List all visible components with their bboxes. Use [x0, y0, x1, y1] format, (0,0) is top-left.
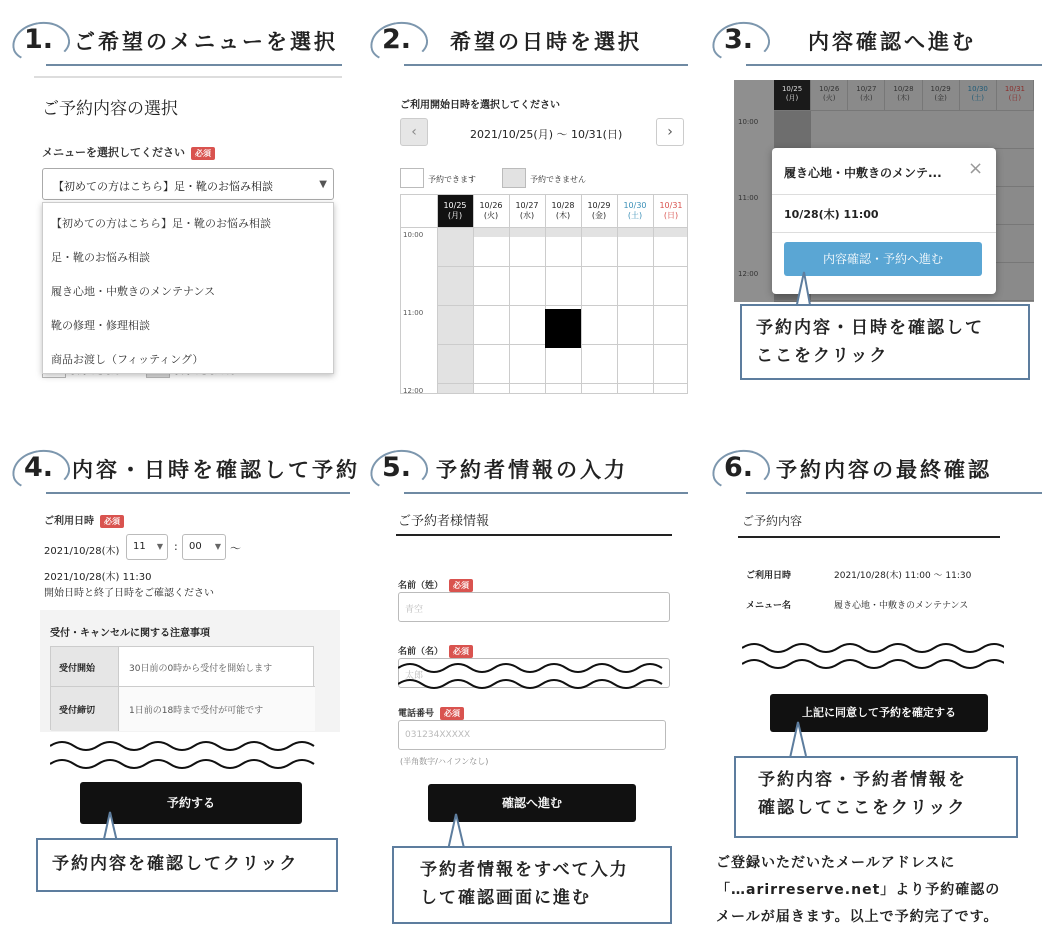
- menu-dropdown-list: [42, 202, 334, 374]
- section-heading: ご予約内容の選択: [42, 99, 178, 119]
- day-date: 10/30: [967, 85, 988, 93]
- step-title: 希望の日時を選択: [450, 30, 642, 54]
- row-line: [437, 383, 688, 384]
- summary-value: 2021/10/28(木) 11:00 〜 11:30: [834, 571, 972, 581]
- first-name-placeholder: 太郎: [405, 671, 424, 681]
- time-colon: :: [174, 540, 178, 553]
- chevron-right-icon: ›: [667, 124, 673, 140]
- chevron-down-icon: ▼: [214, 542, 221, 551]
- day-date: 10/26: [479, 201, 503, 210]
- column-line: [581, 195, 582, 394]
- phone-label-text: 電話番号: [398, 709, 435, 719]
- day-date: 10/29: [587, 201, 611, 210]
- chevron-down-icon: ▼: [156, 542, 163, 551]
- phone-input[interactable]: [398, 720, 666, 750]
- column-line: [473, 195, 474, 394]
- legend-ng-box: [502, 168, 526, 188]
- day-header: [811, 80, 848, 110]
- modal-datetime: 10/28(木) 11:00: [784, 208, 879, 221]
- day-weekday: (金): [934, 94, 947, 102]
- day-weekday: (土): [971, 94, 984, 102]
- legend-ng-label: 予約できません: [530, 175, 586, 184]
- step-underline: [746, 492, 1042, 494]
- day-header: [581, 195, 617, 227]
- calendar-grid: [400, 194, 688, 394]
- time-label: 11:00: [403, 309, 424, 317]
- step-title: 予約者情報の入力: [436, 458, 628, 482]
- menu-option[interactable]: 履き心地・中敷きのメンテナンス: [51, 285, 216, 298]
- note-line: ご登録いただいたメールアドレスに: [716, 855, 956, 871]
- omission-wave: [742, 640, 1004, 676]
- column-line: [653, 195, 654, 394]
- callout-line: 予約内容を確認してクリック: [52, 854, 299, 874]
- panel-confirm-datetime: [40, 506, 340, 836]
- step-number: 6.: [724, 452, 754, 483]
- policy-value: 1日前の18時まで受付が可能です: [119, 687, 315, 731]
- day-weekday: (木): [897, 94, 910, 102]
- required-badge: 必須: [449, 645, 473, 658]
- step-6-heading: [712, 446, 1042, 498]
- panel-top-border: [34, 76, 342, 78]
- step-number: 2.: [382, 24, 412, 55]
- callout-pointer: [786, 720, 826, 760]
- last-name-input[interactable]: [398, 592, 670, 622]
- proceed-button[interactable]: 内容確認・予約へ進む: [784, 242, 982, 276]
- day-weekday: (金): [591, 211, 607, 220]
- last-name-label-text: 名前（姓）: [398, 581, 444, 591]
- panel-menu-select: [34, 76, 342, 396]
- step-underline: [46, 492, 350, 494]
- first-name-label-text: 名前（名）: [398, 647, 444, 657]
- step-underline: [746, 64, 1042, 66]
- chevron-left-icon: ‹: [411, 124, 417, 140]
- step-title: ご希望のメニューを選択: [74, 30, 338, 54]
- confirm-button[interactable]: 確認へ進む: [428, 784, 636, 822]
- day-date: 10/31: [659, 201, 683, 210]
- omission-wave: [50, 738, 350, 778]
- start-date: 2021/10/28(木): [44, 546, 120, 557]
- day-header: [509, 195, 545, 227]
- callout-step-6: [734, 756, 1018, 838]
- menu-option[interactable]: 【初めての方はこちら】足・靴のお悩み相談: [51, 217, 271, 230]
- dimmed-label-column: [734, 80, 774, 302]
- day-header: [653, 195, 688, 227]
- time-label: 10:00: [403, 231, 424, 239]
- step-underline: [404, 492, 688, 494]
- section-heading: ご予約者様情報: [398, 514, 490, 529]
- modal-title: 履き心地・中敷きのメンテ...: [784, 166, 942, 180]
- day-date: 10/27: [856, 85, 877, 93]
- selected-slot[interactable]: [545, 309, 581, 348]
- step-2-heading: [370, 18, 690, 70]
- policy-table: [50, 646, 314, 730]
- time-label: 10:00: [738, 118, 759, 126]
- phone-label: [398, 706, 464, 720]
- step-title: 内容・日時を確認して予約: [72, 458, 360, 482]
- date-range: 2021/10/25(月) 〜 10/31(日): [470, 128, 623, 141]
- unavailable-column: [437, 227, 473, 394]
- day-weekday: (月): [785, 94, 799, 102]
- day-weekday: (木): [555, 211, 571, 220]
- menu-option[interactable]: 靴の修理・修理相談: [51, 319, 150, 332]
- omission-wave: [398, 660, 668, 696]
- step-number: 5.: [382, 452, 412, 483]
- step-4-heading: [12, 446, 360, 498]
- column-line: [545, 195, 546, 394]
- menu-label: [42, 144, 215, 160]
- time-label: 11:00: [738, 194, 759, 202]
- day-header: [774, 80, 811, 110]
- column-line: [437, 195, 438, 394]
- callout-step-5: [392, 846, 672, 924]
- policy-key: 受付締切: [51, 687, 119, 731]
- day-header: [960, 80, 997, 110]
- step-underline: [46, 64, 342, 66]
- day-weekday: (水): [860, 94, 873, 102]
- unavailable-row: [437, 227, 688, 237]
- day-weekday: (日): [1008, 94, 1022, 102]
- day-weekday: (火): [822, 94, 836, 102]
- legend-ok-label: 予約できます: [428, 175, 476, 184]
- last-name-label: [398, 578, 473, 592]
- day-date: 10/25: [781, 85, 803, 93]
- day-header: [617, 195, 653, 227]
- policy-key: 受付開始: [51, 647, 119, 687]
- step-3-heading: [712, 18, 1042, 70]
- day-header: [437, 195, 473, 227]
- completion-note: [716, 850, 1056, 931]
- menu-select-value: 【初めての方はこちら】足・靴のお悩み相談: [53, 180, 273, 193]
- step-1-heading: [12, 18, 342, 70]
- step-title: 内容確認へ進む: [808, 30, 976, 54]
- menu-select[interactable]: [42, 168, 334, 200]
- callout-step-4: [36, 838, 338, 892]
- step-number: 1.: [24, 24, 54, 55]
- summary-value: 履き心地・中敷きのメンテナンス: [834, 601, 969, 611]
- day-weekday: (月): [447, 211, 463, 220]
- summary-key: ご利用日時: [746, 571, 792, 581]
- callout-line: 予約者情報をすべて入力: [420, 860, 629, 880]
- day-date: 10/29: [930, 85, 951, 93]
- panel-reserver-info: [396, 506, 680, 846]
- column-line: [617, 195, 618, 394]
- modal-divider: [772, 232, 996, 233]
- required-badge: 必須: [449, 579, 473, 592]
- next-week-button[interactable]: [656, 118, 684, 146]
- reserve-button[interactable]: 予約する: [80, 782, 302, 824]
- phone-note: (半角数字/ハイフンなし): [400, 757, 489, 766]
- panel-final-confirm: [738, 506, 1008, 756]
- callout-line: ここをクリック: [756, 346, 889, 366]
- day-header: [997, 80, 1034, 110]
- range-tilde: 〜: [230, 542, 241, 555]
- step-5-heading: [370, 446, 690, 498]
- legend-ok-box: [400, 168, 424, 188]
- note-line: メールが届きます。以上で予約完了です。: [716, 909, 999, 925]
- day-weekday: (水): [519, 211, 535, 220]
- summary-key: メニュー名: [746, 601, 792, 611]
- datetime-note: 開始日時と終了日時をご確認ください: [44, 588, 214, 599]
- row-line: [774, 110, 1034, 111]
- menu-option[interactable]: 足・靴のお悩み相談: [51, 251, 150, 264]
- hour-select[interactable]: [126, 534, 168, 560]
- callout-line: 確認してここをクリック: [758, 798, 967, 818]
- day-date: 10/27: [515, 201, 539, 210]
- modal-divider: [772, 194, 996, 195]
- heading-underline: [738, 536, 1000, 538]
- day-header: [848, 80, 885, 110]
- day-weekday: (土): [627, 211, 643, 220]
- day-date: 10/31: [1004, 85, 1025, 93]
- day-date: 10/28: [893, 85, 914, 93]
- row-line: [437, 266, 688, 267]
- row-line: [437, 305, 688, 306]
- step-number: 3.: [724, 24, 754, 55]
- note-line: 「…arirreserve.net」より予約確認の: [716, 882, 1001, 898]
- policy-box: [40, 610, 340, 732]
- day-date: 10/28: [551, 201, 575, 210]
- first-name-label: [398, 644, 473, 658]
- day-date: 10/26: [819, 85, 840, 93]
- datetime-label: [44, 512, 124, 528]
- prev-week-button[interactable]: [400, 118, 428, 146]
- day-header: [923, 80, 960, 110]
- heading-underline: [396, 534, 672, 536]
- day-header: [885, 80, 922, 110]
- time-label: 12:00: [738, 270, 759, 278]
- step-title: 予約内容の最終確認: [776, 458, 992, 482]
- minute-select[interactable]: [182, 534, 226, 560]
- required-badge: 必須: [100, 515, 124, 528]
- datetime-label-text: ご利用日時: [44, 516, 94, 527]
- date-prompt: ご利用開始日時を選択してください: [400, 100, 560, 111]
- day-header: [545, 195, 581, 227]
- finalize-button[interactable]: 上記に同意して予約を確定する: [770, 694, 988, 732]
- callout-line: 予約内容・日時を確認して: [756, 318, 984, 338]
- day-date: 10/25: [443, 201, 467, 210]
- close-icon[interactable]: ×: [968, 158, 984, 179]
- column-line: [509, 195, 510, 394]
- step-underline: [404, 64, 688, 66]
- end-datetime: 2021/10/28(木) 11:30: [44, 572, 152, 583]
- section-heading: ご予約内容: [742, 514, 803, 528]
- callout-line: して確認画面に進む: [420, 888, 591, 908]
- day-weekday: (火): [483, 211, 499, 220]
- required-badge: 必須: [191, 147, 215, 160]
- phone-placeholder: 031234XXXXX: [405, 730, 471, 740]
- menu-option[interactable]: 商品お渡し（フィッティング）: [51, 353, 204, 366]
- day-weekday: (日): [663, 211, 679, 220]
- callout-line: 予約内容・予約者情報を: [758, 770, 967, 790]
- last-name-placeholder: 青空: [405, 605, 424, 615]
- header-line: [401, 227, 688, 228]
- chevron-down-icon: ▼: [319, 179, 327, 190]
- day-header: [473, 195, 509, 227]
- day-date: 10/30: [623, 201, 647, 210]
- time-label: 12:00: [403, 387, 424, 394]
- required-badge: 必須: [440, 707, 464, 720]
- minute-value: 00: [189, 541, 202, 552]
- step-number: 4.: [24, 452, 54, 483]
- policy-value: 30日前の0時から受付を開始します: [119, 647, 315, 687]
- hour-value: 11: [133, 541, 146, 552]
- callout-step-3: [740, 304, 1030, 380]
- panel-date-select: [396, 88, 688, 396]
- policy-title: 受付・キャンセルに関する注意事項: [50, 628, 210, 639]
- menu-label-text: メニューを選択してください: [42, 146, 185, 159]
